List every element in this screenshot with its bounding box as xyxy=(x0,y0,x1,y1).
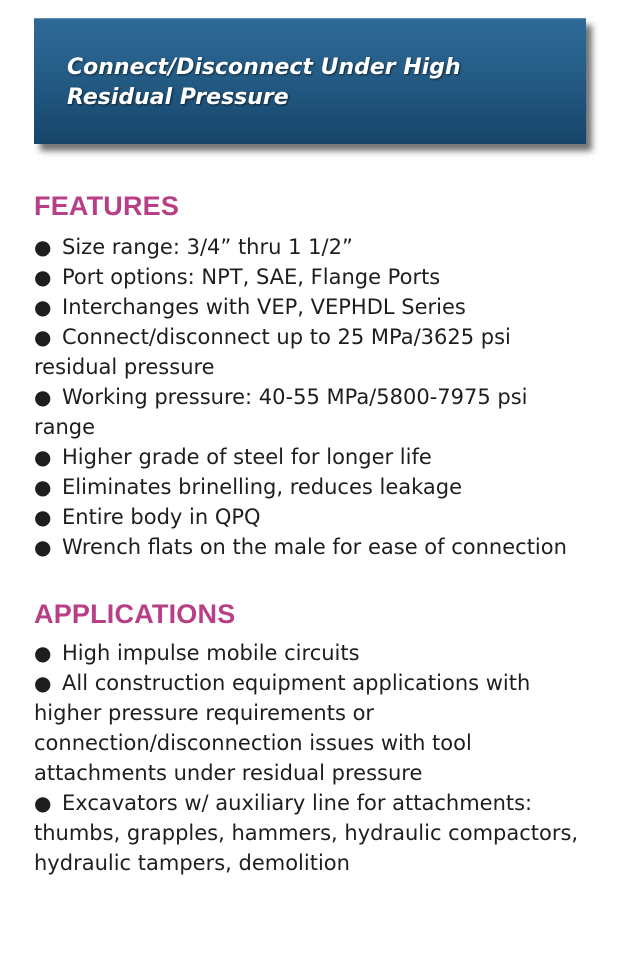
features-item-text: Connect/disconnect up to 25 MPa/3625 psi residual pressure xyxy=(34,325,511,379)
bullet-icon: ● xyxy=(34,385,52,409)
features-item-text: Eliminates brinelling, reduces leakage xyxy=(62,475,463,499)
bullet-icon: ● xyxy=(34,535,52,559)
page-title: Connect/Disconnect Under High Residual Pressure xyxy=(67,55,461,110)
bullet-icon: ● xyxy=(34,671,52,695)
features-item-text: Entire body in QPQ xyxy=(62,505,261,529)
applications-item xyxy=(34,638,594,668)
features-item xyxy=(34,472,594,502)
features-heading: FEATURES xyxy=(34,191,180,221)
applications-list xyxy=(34,638,594,878)
features-item xyxy=(34,322,594,382)
features-item xyxy=(34,502,594,532)
bullet-icon: ● xyxy=(34,641,52,665)
applications-item-text: All construction equipment applications with higher pressure requirements or connection/disconnection issues with tool attachments under residual pressure xyxy=(34,671,531,785)
features-item-text: Port options: NPT, SAE, Flange Ports xyxy=(62,265,441,289)
features-item-text: Working pressure: 40-55 MPa/5800-7975 psi range xyxy=(34,385,528,439)
features-item-text: Higher grade of steel for longer life xyxy=(62,445,432,469)
bullet-icon: ● xyxy=(34,475,52,499)
applications-item xyxy=(34,788,594,878)
bullet-icon: ● xyxy=(34,235,52,259)
applications-item xyxy=(34,668,594,788)
bullet-icon: ● xyxy=(34,295,52,319)
features-item xyxy=(34,232,594,262)
applications-heading: APPLICATIONS xyxy=(34,599,236,629)
features-item xyxy=(34,382,594,442)
features-list xyxy=(34,232,594,562)
main-content xyxy=(34,184,594,878)
bullet-icon: ● xyxy=(34,445,52,469)
features-item xyxy=(34,262,594,292)
applications-item-text: High impulse mobile circuits xyxy=(62,641,360,665)
features-item xyxy=(34,292,594,322)
features-item xyxy=(34,532,594,562)
title-banner xyxy=(34,18,586,144)
features-item-text: Size range: 3/4” thru 1 1/2” xyxy=(62,235,353,259)
bullet-icon: ● xyxy=(34,265,52,289)
applications-item-text: Excavators w/ auxiliary line for attachments: thumbs, grapples, hammers, hydraulic compactors, hydraulic tampers, demolition xyxy=(34,791,579,875)
features-item xyxy=(34,442,594,472)
features-item-text: Interchanges with VEP, VEPHDL Series xyxy=(62,295,466,319)
bullet-icon: ● xyxy=(34,325,52,349)
bullet-icon: ● xyxy=(34,791,52,815)
features-item-text: Wrench flats on the male for ease of connection xyxy=(62,535,567,559)
bullet-icon: ● xyxy=(34,505,52,529)
